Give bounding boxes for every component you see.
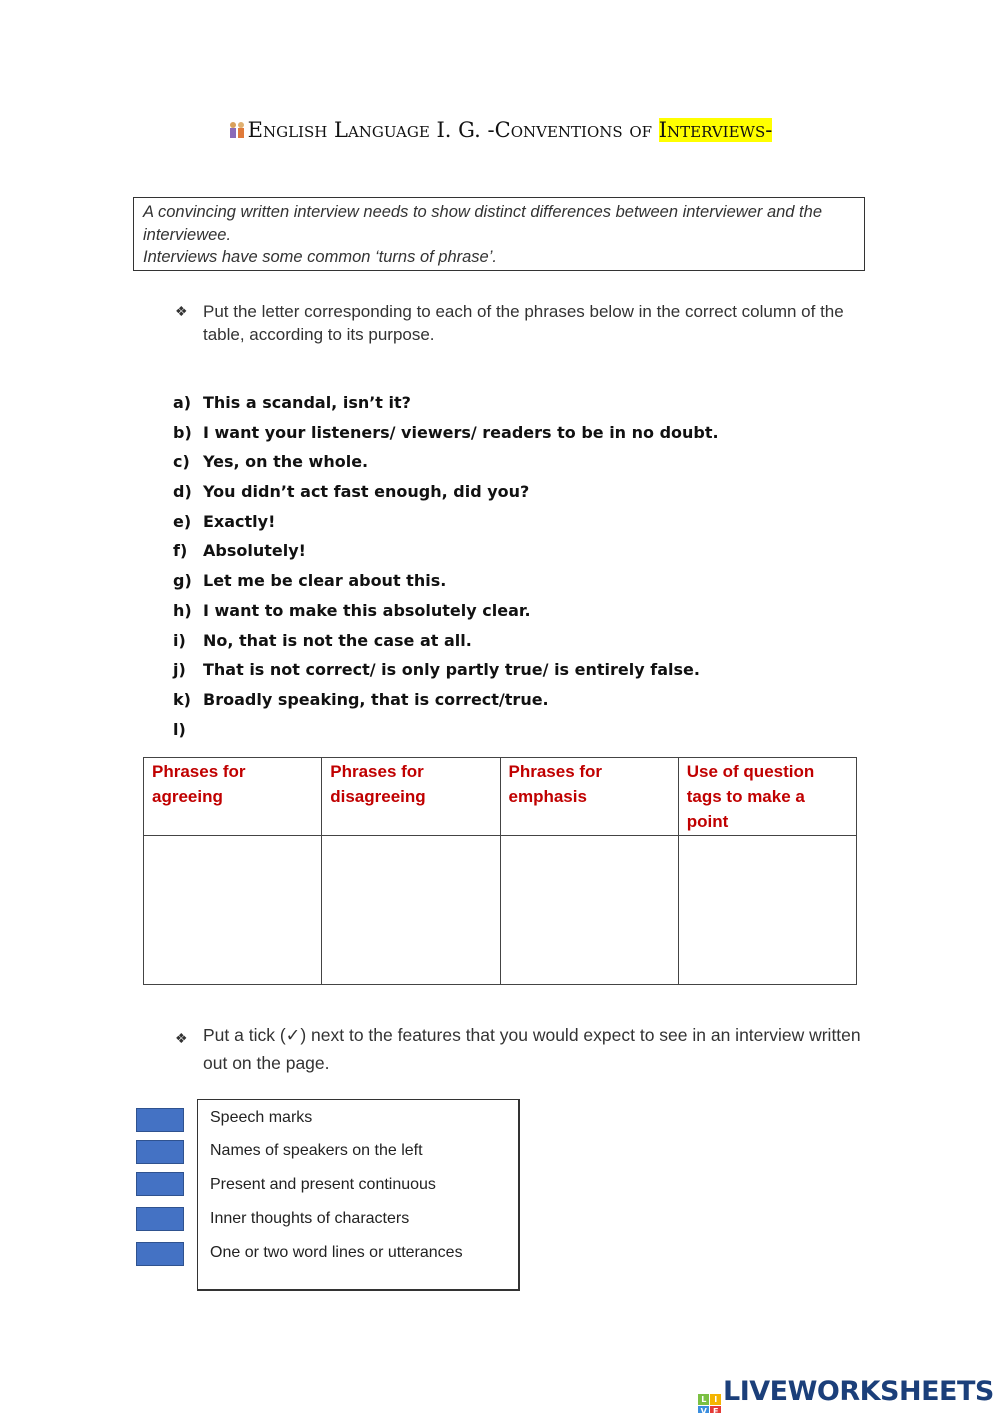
intro-line: Interviews have some common ‘turns of phrase’.: [143, 248, 497, 266]
logo-text: LIVEWORKSHEETS: [723, 1376, 994, 1407]
phrase-item: [173, 450, 719, 480]
instruction-1: [175, 300, 865, 346]
phrase-item: [173, 480, 719, 510]
logo-blocks-icon: L I V E: [698, 1394, 721, 1413]
phrase-item: [173, 599, 719, 629]
page-title: [0, 118, 1000, 142]
intro-line: A convincing written interview needs to show distinct differences between interviewer and the interviewee.: [143, 203, 822, 244]
tick-box[interactable]: [136, 1108, 184, 1132]
table-header: Phrases for disagreeing: [322, 758, 500, 836]
instruction-2: [175, 1021, 865, 1077]
intro-box: [133, 197, 865, 271]
tick-box[interactable]: [136, 1172, 184, 1196]
tick-box[interactable]: [136, 1242, 184, 1266]
title-highlight: Interviews-: [658, 118, 773, 142]
table-header: Phrases for emphasis: [500, 758, 678, 836]
phrase-text: No, that is not the case at all.: [203, 630, 472, 650]
title-text: English Language I. G. -Conventions of: [247, 118, 659, 142]
phrase-item: [173, 718, 719, 748]
phrase-text: This a scandal, isn’t it?: [203, 393, 411, 412]
answer-cell-emphasis[interactable]: [500, 836, 678, 985]
phrase-text: Exactly!: [203, 511, 276, 531]
instruction-text: Put a tick (✓) next to the features that you would expect to see in an interview written out on the page.: [203, 1025, 861, 1073]
phrase-item: [173, 658, 719, 688]
answer-cell-question-tags[interactable]: [678, 836, 856, 985]
instruction-text: Put the letter corresponding to each of the phrases below in the correct column of the table, according to its purpose.: [203, 302, 844, 344]
phrase-letter: c): [173, 452, 190, 472]
phrase-item: [173, 688, 719, 718]
table-header: Use of question tags to make a point: [678, 758, 856, 836]
phrase-item: [173, 629, 719, 659]
phrase-letter: e): [173, 511, 192, 531]
phrase-letter: l): [173, 719, 186, 739]
liveworksheets-logo: [698, 1376, 994, 1413]
phrase-letter: j): [173, 660, 186, 680]
table-header: Phrases for agreeing: [144, 758, 322, 836]
features-box: [197, 1099, 520, 1291]
diamond-bullet-icon: ❖: [175, 303, 188, 319]
phrase-text: That is not correct/ is only partly true/ is entirely false.: [203, 660, 700, 680]
phrase-item: [173, 569, 719, 599]
diamond-bullet-icon: ❖: [175, 1030, 188, 1046]
phrase-text: Absolutely!: [203, 541, 306, 561]
feature-item: Inner thoughts of characters: [210, 1210, 410, 1227]
people-icon: [228, 121, 246, 139]
phrase-letter: b): [173, 422, 192, 442]
phrase-letter: g): [173, 571, 192, 591]
phrase-letter: a): [173, 393, 192, 412]
phrase-item: [173, 510, 719, 540]
phrase-letter: k): [173, 689, 191, 709]
phrase-letter: h): [173, 600, 192, 620]
phrase-list: [173, 391, 719, 747]
phrase-item: [173, 391, 719, 421]
answer-cell-agreeing[interactable]: [144, 836, 322, 985]
feature-item: Present and present continuous: [210, 1176, 436, 1193]
feature-item: One or two word lines or utterances: [210, 1244, 463, 1261]
feature-item: Speech marks: [210, 1109, 313, 1126]
feature-item: Names of speakers on the left: [210, 1142, 423, 1159]
phrase-letter: i): [173, 630, 186, 650]
phrase-text: You didn’t act fast enough, did you?: [203, 482, 530, 502]
phrase-item: [173, 421, 719, 451]
phrase-text: Yes, on the whole.: [203, 452, 369, 472]
phrase-text: I want your listeners/ viewers/ readers to be in no doubt.: [203, 422, 719, 442]
phrase-letter: f): [173, 541, 188, 561]
phrase-item: [173, 539, 719, 569]
tick-box[interactable]: [136, 1207, 184, 1231]
tick-box[interactable]: [136, 1140, 184, 1164]
phrase-text: I want to make this absolutely clear.: [203, 600, 531, 620]
answer-table: [143, 757, 857, 985]
phrase-text: Let me be clear about this.: [203, 571, 447, 591]
phrase-letter: d): [173, 482, 192, 502]
answer-cell-disagreeing[interactable]: [322, 836, 500, 985]
phrase-text: Broadly speaking, that is correct/true.: [203, 689, 549, 709]
